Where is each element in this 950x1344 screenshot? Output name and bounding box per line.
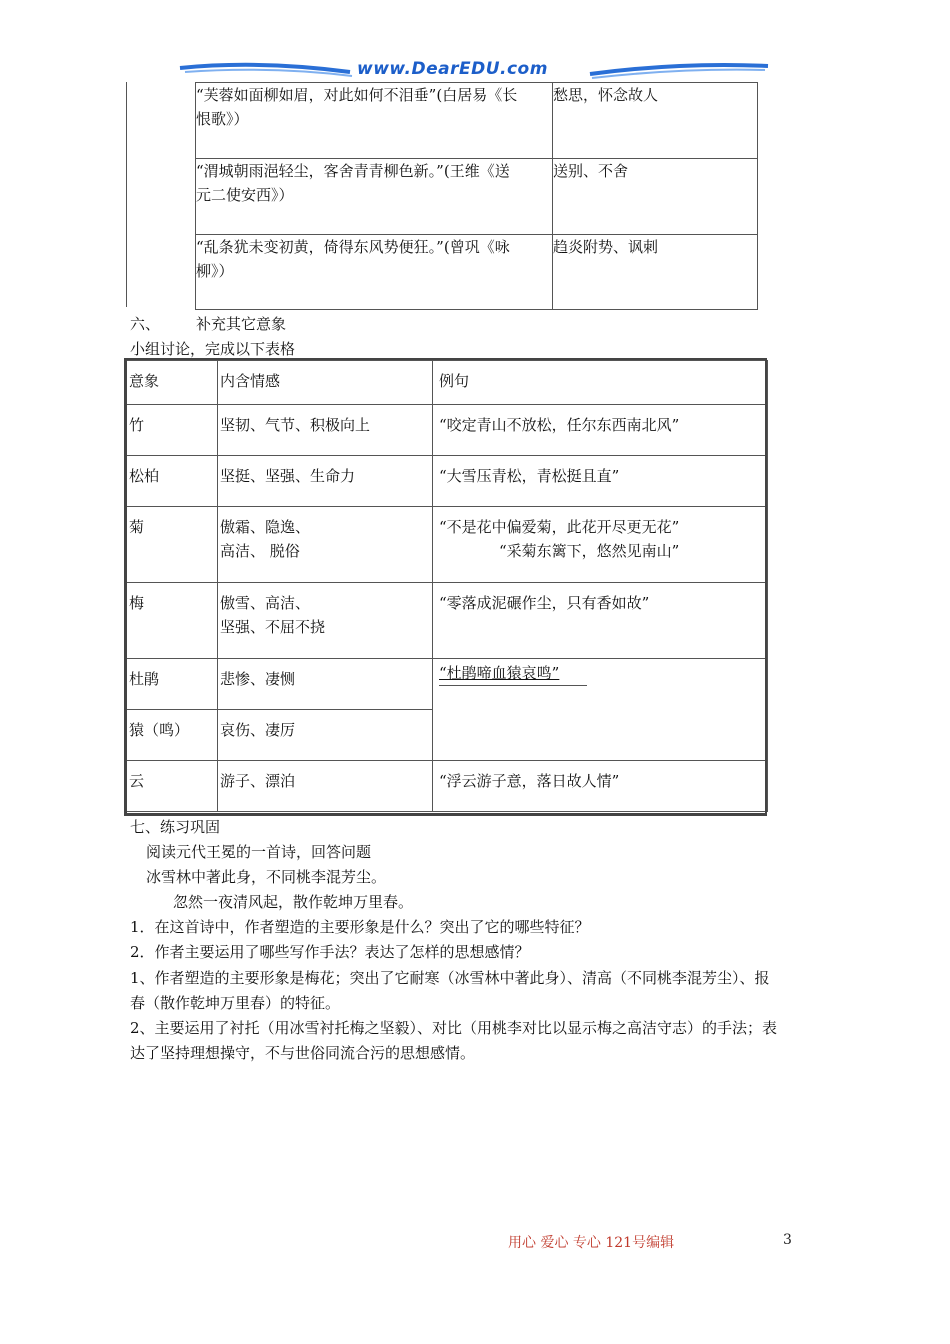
- poem-line: 柳》）: [196, 262, 234, 280]
- example-line: “不是花中偏爱菊，此花开尽更无花”: [439, 518, 680, 536]
- example-cell: “零落成泥碾作尘，只有香如故”: [433, 583, 768, 659]
- page-number: 3: [783, 1232, 792, 1248]
- footer-text: 用心 爱心 专心 121号编辑: [508, 1235, 675, 1251]
- poem-line: “芙蓉如面柳如眉，对此如何不泪垂”(白居易《长: [196, 86, 518, 104]
- poem-line: “乱条犹未变初黄，倚得东风势便狂。”(曾巩《咏: [196, 238, 510, 256]
- image-cell: 杜鹃: [127, 659, 218, 710]
- section-title: 补充其它意象: [196, 315, 287, 333]
- section-number: 六、: [130, 315, 161, 333]
- section-title: 七、练习巩固: [130, 818, 221, 836]
- emotion-line: 坚强、不屈不挠: [220, 618, 326, 636]
- image-cell: 梅: [127, 583, 218, 659]
- emotion-cell: 坚挺、坚强、生命力: [218, 456, 433, 507]
- table-row: [127, 659, 768, 710]
- instruction-text: 小组讨论，完成以下表格: [130, 340, 296, 358]
- poem-cell: [196, 235, 553, 310]
- poem-line: 恨歌》）: [196, 110, 249, 128]
- emotion-cell: [218, 507, 433, 583]
- example-cell: “咬定青山不放松，任尔东西南北风”: [433, 405, 768, 456]
- imagery-table-continued: [195, 82, 758, 310]
- table-row: [127, 456, 768, 507]
- poem-line: 元二使安西》）: [196, 186, 294, 204]
- emotion-line: 傲霜、隐逸、: [220, 518, 311, 536]
- emotion-line: 傲雪、高洁、: [220, 594, 311, 612]
- image-cell: 菊: [127, 507, 218, 583]
- table-row: [196, 83, 758, 159]
- image-cell: 云: [127, 761, 218, 812]
- table-row: [127, 761, 768, 812]
- example-cell: [433, 659, 768, 761]
- poem-line: 冰雪林中著此身，不同桃李混芳尘。: [146, 868, 387, 886]
- emotion-cell: 坚韧、气节、积极向上: [218, 405, 433, 456]
- site-logo: www.DearEDU.com: [357, 59, 548, 79]
- table-row: [127, 507, 768, 583]
- answer-1-cont: 春（散作乾坤万里春）的特征。: [130, 994, 341, 1012]
- emotion-cell: 送别、不舍: [553, 159, 758, 235]
- example-cell: [433, 507, 768, 583]
- answer-2: 2、主要运用了衬托（用冰雪衬托梅之坚毅）、对比（用桃李对比以显示梅之高洁守志）的手法；表: [130, 1019, 778, 1037]
- emotion-cell: 趋炎附势、讽刺: [553, 235, 758, 310]
- example-line: “杜鹃啼血猿哀鸣”: [439, 664, 560, 682]
- image-cell: 猿（鸣）: [127, 710, 218, 761]
- header-emotion: 内含情感: [218, 361, 433, 405]
- table-header-row: [127, 361, 768, 405]
- emotion-cell: 愁思，怀念故人: [553, 83, 758, 159]
- emotion-cell: 游子、漂泊: [218, 761, 433, 812]
- emotion-line: 高洁、 脱俗: [220, 542, 300, 560]
- example-cell: “浮云游子意，落日故人情”: [433, 761, 768, 812]
- question-1: 1．在这首诗中，作者塑造的主要形象是什么？突出了它的哪些特征？: [130, 918, 590, 936]
- answer-1: 1、作者塑造的主要形象是梅花；突出了它耐寒（冰雪林中著此身）、清高（不同桃李混芳尘）、报: [130, 969, 770, 987]
- emotion-cell: 悲惨、凄恻: [218, 659, 433, 710]
- example-line: “采菊东篱下，悠然见南山”: [499, 542, 680, 560]
- poem-cell: [196, 159, 553, 235]
- table-row: [127, 405, 768, 456]
- answer-2-cont: 达了坚持理想操守，不与世俗同流合污的思想感情。: [130, 1044, 476, 1062]
- table-row: [127, 583, 768, 659]
- emotion-cell: [218, 583, 433, 659]
- question-2: 2．作者主要运用了哪些写作手法？表达了怎样的思想感情？: [130, 943, 530, 961]
- emotion-cell: 哀伤、凄厉: [218, 710, 433, 761]
- image-cell: 松柏: [127, 456, 218, 507]
- table-row: [196, 235, 758, 310]
- table-left-border: [126, 82, 127, 307]
- example-cell: “大雪压青松，青松挺且直”: [433, 456, 768, 507]
- image-cell: 竹: [127, 405, 218, 456]
- table-row: [196, 159, 758, 235]
- poem-line: 忽然一夜清风起，散作乾坤万里春。: [173, 893, 414, 911]
- poem-cell: [196, 83, 553, 159]
- intro-text: 阅读元代王冕的一首诗，回答问题: [146, 843, 372, 861]
- header-image: 意象: [127, 361, 218, 405]
- imagery-emotion-table: [126, 360, 768, 812]
- header-example: 例句: [433, 361, 768, 405]
- poem-line: “渭城朝雨浥轻尘，客舍青青柳色新。”(王维《送: [196, 162, 510, 180]
